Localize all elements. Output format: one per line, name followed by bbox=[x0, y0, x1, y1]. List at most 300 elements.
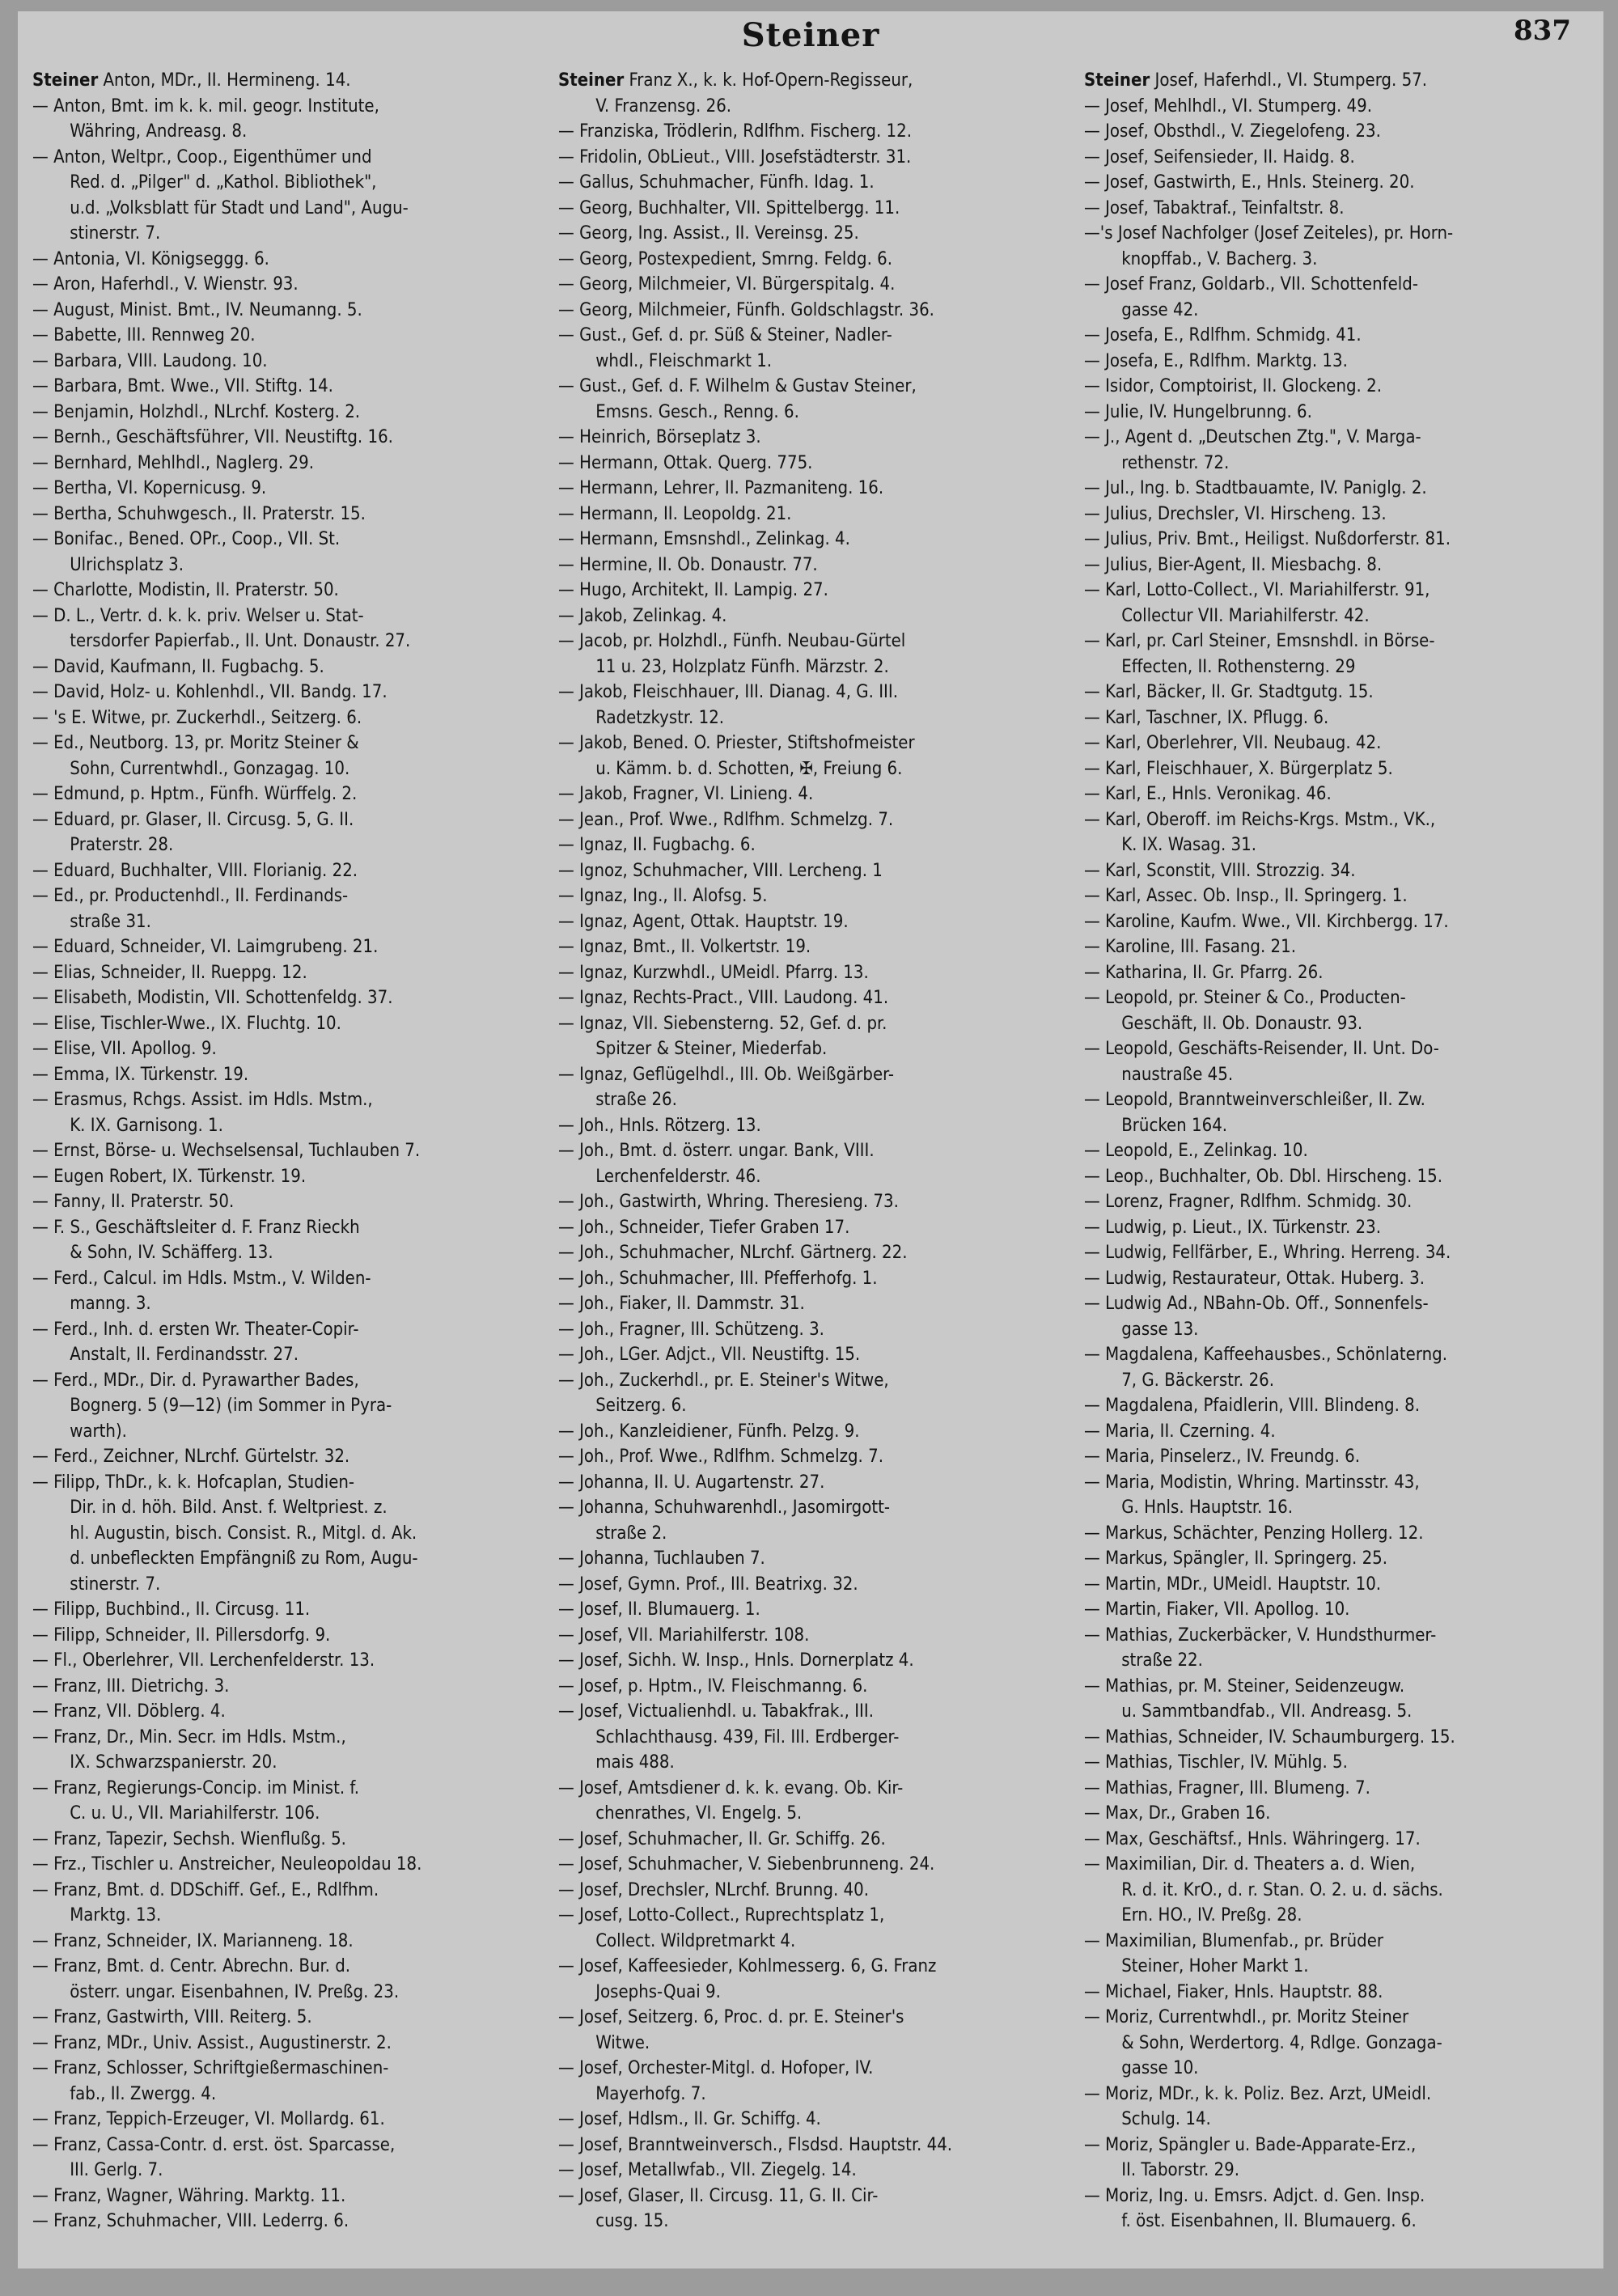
entry-line: — Georg, Postexpedient, Smrng. Feldg. 6. bbox=[558, 248, 893, 269]
entry-line: Ern. HO., IV. Preßg. 28. bbox=[1121, 1905, 1302, 1925]
entry-line: — Johanna, II. U. Augartenstr. 27. bbox=[558, 1472, 825, 1493]
directory-entry bbox=[32, 400, 536, 426]
directory-entry bbox=[558, 1266, 1062, 1292]
directory-entry bbox=[558, 629, 1062, 680]
directory-entry bbox=[558, 68, 1062, 119]
directory-entry bbox=[32, 272, 536, 298]
directory-entry bbox=[1084, 782, 1588, 807]
entry-line: — Maria, Modistin, Whring. Martinsstr. 43, bbox=[1084, 1472, 1420, 1493]
entry-line: —'s Josef Nachfolger (Josef Zeiteles), pr. Horn- bbox=[1084, 223, 1454, 244]
directory-entry bbox=[32, 1954, 536, 2005]
entry-line: — Frz., Tischler u. Anstreicher, Neuleopoldau 18. bbox=[32, 1854, 422, 1875]
directory-entry bbox=[1084, 960, 1588, 986]
entry-line: u. Sammtbandfab., VII. Andreasg. 5. bbox=[1121, 1701, 1413, 1722]
directory-entry bbox=[32, 578, 536, 604]
entry-line: — Elias, Schneider, II. Rueppg. 12. bbox=[32, 962, 307, 983]
directory-entry bbox=[32, 451, 536, 477]
entry-line: — Ed., pr. Productenhdl., II. Ferdinands- bbox=[32, 886, 349, 906]
entry-line: — Elise, Tischler-Wwe., IX. Fluchtg. 10. bbox=[32, 1013, 341, 1034]
directory-entry bbox=[1084, 2005, 1588, 2082]
entry-line: — Heinrich, Börseplatz 3. bbox=[558, 427, 761, 447]
directory-entry bbox=[32, 1725, 536, 1776]
directory-entry bbox=[558, 1444, 1062, 1470]
entry-line: warth). bbox=[70, 1421, 127, 1442]
entry-line: — Barbara, Bmt. Wwe., VII. Stiftg. 14. bbox=[32, 376, 333, 396]
directory-entry bbox=[558, 1827, 1062, 1853]
directory-entry bbox=[32, 807, 536, 858]
entry-line: Mayerhofg. 7. bbox=[595, 2083, 706, 2104]
entry-line: 7, G. Bäckerstr. 26. bbox=[1121, 1370, 1275, 1391]
entry-line: — Moriz, Ing. u. Emsrs. Adjct. d. Gen. Insp. bbox=[1084, 2185, 1425, 2206]
entry-line: — Josef, Schuhmacher, V. Siebenbrunneng. 24. bbox=[558, 1854, 935, 1875]
entry-line: — Gust., Gef. d. pr. Süß & Steiner, Nadler- bbox=[558, 325, 892, 345]
entry-line: — Jakob, Fragner, VI. Linieng. 4. bbox=[558, 784, 814, 804]
directory-entry bbox=[558, 2184, 1062, 2235]
directory-entry bbox=[558, 1062, 1062, 1113]
entry-line: — Georg, Milchmeier, Fünfh. Goldschlagstr. 36. bbox=[558, 299, 934, 320]
entry-line: — Hermann, II. Leopoldg. 21. bbox=[558, 503, 792, 524]
directory-entry bbox=[1084, 1521, 1588, 1547]
directory-entry bbox=[1084, 2082, 1588, 2133]
directory-entry bbox=[32, 145, 536, 247]
directory-entry bbox=[558, 145, 1062, 171]
directory-columns bbox=[32, 68, 1589, 2252]
entry-line: — Joh., Schneider, Tiefer Graben 17. bbox=[558, 1217, 850, 1238]
entry-line: — F. S., Geschäftsleiter d. F. Franz Rieckh bbox=[32, 1217, 360, 1238]
entry-line: — Gallus, Schuhmacher, Fünfh. Idag. 1. bbox=[558, 172, 875, 193]
directory-entry bbox=[1084, 68, 1588, 94]
entry-line: Seitzerg. 6. bbox=[595, 1396, 687, 1416]
directory-entry bbox=[1084, 756, 1588, 782]
entry-line: Steiner, Hoher Markt 1. bbox=[1121, 1956, 1309, 1976]
directory-entry bbox=[558, 2056, 1062, 2107]
entry-surname: Steiner bbox=[558, 70, 625, 91]
entry-line: — Josef, Orchester-Mitgl. d. Hofoper, IV. bbox=[558, 2058, 874, 2078]
directory-entry bbox=[558, 1903, 1062, 1954]
directory-entry bbox=[1084, 374, 1588, 400]
entry-line: — Maria, II. Czerning. 4. bbox=[1084, 1421, 1276, 1442]
directory-entry bbox=[32, 2184, 536, 2209]
entry-line: — Joh., Gastwirth, Whring. Theresieng. 73. bbox=[558, 1192, 899, 1212]
entry-line: — Joh., Schuhmacher, III. Pfefferhofg. 1. bbox=[558, 1268, 878, 1289]
directory-entry bbox=[1084, 858, 1588, 884]
directory-entry bbox=[1084, 1393, 1588, 1419]
entry-line: Collect. Wildpretmarkt 4. bbox=[595, 1930, 796, 1951]
directory-entry bbox=[1084, 476, 1588, 502]
entry-line: — Joh., Prof. Wwe., Rdlfhm. Schmelzg. 7. bbox=[558, 1447, 883, 1467]
entry-line: — August, Minist. Bmt., IV. Neumanng. 5. bbox=[32, 299, 362, 320]
entry-line: — Josef, Metallwfab., VII. Ziegelg. 14. bbox=[558, 2160, 857, 2180]
entry-line: — Martin, Fiaker, VII. Apollog. 10. bbox=[1084, 1599, 1350, 1620]
directory-entry bbox=[32, 527, 536, 578]
directory-entry bbox=[558, 2107, 1062, 2133]
entry-line: — Joh., Bmt. d. österr. ungar. Bank, VIII. bbox=[558, 1141, 875, 1161]
entry-line: — Magdalena, Kaffeehausbes., Schönlaterng. bbox=[1084, 1345, 1448, 1365]
entry-line: — Franz, VII. Döblerg. 4. bbox=[32, 1701, 226, 1722]
entry-line: österr. ungar. Eisenbahnen, IV. Preßg. 23. bbox=[70, 1981, 400, 2002]
directory-entry bbox=[32, 2031, 536, 2057]
entry-surname: Steiner bbox=[1084, 70, 1150, 91]
directory-entry bbox=[558, 1342, 1062, 1368]
entry-line: — Hermann, Ottak. Querg. 775. bbox=[558, 452, 813, 473]
entry-line: — Michael, Fiaker, Hnls. Hauptstr. 88. bbox=[1084, 1981, 1383, 2002]
directory-entry bbox=[32, 476, 536, 502]
directory-entry bbox=[558, 985, 1062, 1011]
entry-line: Praterstr. 28. bbox=[70, 835, 174, 855]
entry-line: — Karl, Lotto-Collect., VI. Mariahilferstr. 91, bbox=[1084, 580, 1430, 600]
directory-entry bbox=[558, 476, 1062, 502]
directory-entry bbox=[558, 1368, 1062, 1419]
page-header bbox=[18, 11, 1603, 52]
directory-entry bbox=[558, 1189, 1062, 1215]
entry-line: — Bernhard, Mehlhdl., Naglerg. 29. bbox=[32, 452, 314, 473]
directory-entry bbox=[1084, 1240, 1588, 1266]
entry-line: — Ignoz, Schuhmacher, VIII. Lercheng. 1 bbox=[558, 860, 883, 881]
directory-entry bbox=[558, 119, 1062, 145]
entry-line: Dir. in d. höh. Bild. Anst. f. Weltpriest. z. bbox=[70, 1497, 388, 1518]
entry-line: — Karoline, Kaufm. Wwe., VII. Kirchbergg. 17. bbox=[1084, 911, 1449, 932]
entry-line: chenrathes, VI. Engelg. 5. bbox=[595, 1803, 803, 1824]
entry-line: — Moriz, MDr., k. k. Poliz. Bez. Arzt, UMeidl. bbox=[1084, 2083, 1432, 2104]
entry-line: Lerchenfelderstr. 46. bbox=[595, 1166, 761, 1187]
directory-entry bbox=[1084, 1827, 1588, 1853]
entry-line: 11 u. 23, Holzplatz Fünfh. Märzstr. 2. bbox=[595, 656, 889, 677]
entry-line: — Franz, Cassa-Contr. d. erst. öst. Sparcasse, bbox=[32, 2134, 396, 2155]
directory-entry bbox=[32, 1215, 536, 1266]
entry-line: — Babette, III. Rennweg 20. bbox=[32, 325, 256, 345]
directory-entry bbox=[1084, 425, 1588, 476]
entry-line: — Karl, Taschner, IX. Pflugg. 6. bbox=[1084, 707, 1329, 728]
directory-entry bbox=[1084, 145, 1588, 171]
directory-page bbox=[18, 11, 1603, 2268]
entry-line: — Josef, Gymn. Prof., III. Beatrixg. 32. bbox=[558, 1574, 858, 1595]
directory-entry bbox=[32, 1062, 536, 1088]
directory-entry bbox=[1084, 272, 1588, 323]
directory-entry bbox=[32, 1852, 536, 1878]
directory-entry bbox=[32, 2107, 536, 2133]
entry-line: — Franz, Schneider, IX. Marianneng. 18. bbox=[32, 1930, 354, 1951]
entry-line: — Fridolin, ObLieut., VIII. Josefstädterstr. 31. bbox=[558, 146, 912, 167]
entry-line: K. IX. Garnisong. 1. bbox=[70, 1115, 223, 1136]
entry-line: — Ignaz, Bmt., II. Volkertstr. 19. bbox=[558, 937, 811, 957]
entry-line: & Sohn, IV. Schäfferg. 13. bbox=[70, 1243, 273, 1263]
directory-entry bbox=[32, 2056, 536, 2107]
directory-entry bbox=[32, 1317, 536, 1368]
entry-line: — Josef, II. Blumauerg. 1. bbox=[558, 1599, 760, 1620]
entry-line: — Franz, III. Dietrichg. 3. bbox=[32, 1675, 230, 1697]
directory-entry bbox=[558, 1674, 1062, 1700]
entry-line: Red. d. „Pilger" d. „Kathol. Bibliothek", bbox=[70, 172, 377, 193]
entry-line: — Ed., Neutborg. 13, pr. Moritz Steiner & bbox=[32, 733, 359, 753]
entry-line: Anton, MDr., II. Hermineng. 14. bbox=[103, 70, 351, 91]
directory-entry bbox=[1084, 731, 1588, 756]
directory-entry bbox=[1084, 1215, 1588, 1241]
directory-entry bbox=[558, 1419, 1062, 1445]
directory-entry bbox=[1084, 1572, 1588, 1598]
entry-line: — Josef, p. Hptm., IV. Fleischmanng. 6. bbox=[558, 1675, 868, 1697]
entry-line: — Franziska, Trödlerin, Rdlfhm. Fischerg. 12. bbox=[558, 121, 912, 142]
entry-line: — Eugen Robert, IX. Türkenstr. 19. bbox=[32, 1166, 307, 1187]
entry-line: Anstalt, II. Ferdinandsstr. 27. bbox=[70, 1345, 299, 1365]
entry-line: Josephs-Quai 9. bbox=[595, 1981, 721, 2002]
directory-entry bbox=[1084, 1776, 1588, 1802]
entry-line: — Franz, Regierungs-Concip. im Minist. f. bbox=[32, 1777, 360, 1798]
entry-line: — Josef, Sichh. W. Insp., Hnls. Dornerplatz 4. bbox=[558, 1650, 914, 1671]
entry-line: fab., II. Zwergg. 4. bbox=[70, 2083, 217, 2104]
entry-line: — Johanna, Tuchlauben 7. bbox=[558, 1548, 765, 1569]
entry-line: — Ludwig, Restaurateur, Ottak. Huberg. 3. bbox=[1084, 1268, 1425, 1289]
directory-entry bbox=[1084, 1546, 1588, 1572]
directory-entry bbox=[558, 247, 1062, 273]
entry-line: — Josef, Tabaktraf., Teinfaltstr. 8. bbox=[1084, 197, 1345, 218]
directory-entry bbox=[1084, 578, 1588, 629]
entry-line: — Max, Dr., Graben 16. bbox=[1084, 1803, 1271, 1824]
entry-line: — Lorenz, Fragner, Rdlfhm. Schmidg. 30. bbox=[1084, 1192, 1413, 1212]
directory-entry bbox=[1084, 2184, 1588, 2235]
directory-entry bbox=[32, 374, 536, 400]
entry-line: — Jean., Prof. Wwe., Rdlfhm. Schmelzg. 7. bbox=[558, 809, 894, 830]
directory-entry bbox=[32, 1699, 536, 1725]
entry-line: — Mathias, pr. M. Steiner, Seidenzeugw. bbox=[1084, 1675, 1405, 1697]
entry-line: whdl., Fleischmarkt 1. bbox=[595, 350, 773, 371]
entry-line: — Benjamin, Holzhdl., NLrchf. Kosterg. 2. bbox=[32, 401, 361, 422]
entry-line: — D. L., Vertr. d. k. k. priv. Welser u. Stat- bbox=[32, 605, 364, 626]
entry-line: — Jacob, pr. Holzhdl., Fünfh. Neubau-Gürtel bbox=[558, 631, 906, 651]
directory-entry bbox=[1084, 1623, 1588, 1674]
directory-entry bbox=[558, 1699, 1062, 1776]
directory-entry bbox=[1084, 680, 1588, 705]
directory-entry bbox=[1084, 119, 1588, 145]
entry-line: — Max, Geschäftsf., Hnls. Währingerg. 17. bbox=[1084, 1828, 1421, 1849]
directory-entry bbox=[1084, 1725, 1588, 1751]
directory-entry bbox=[558, 298, 1062, 324]
entry-line: Josef, Haferhdl., VI. Stumperg. 57. bbox=[1154, 70, 1428, 91]
entry-line: — 's E. Witwe, pr. Zuckerhdl., Seitzerg. 6. bbox=[32, 707, 362, 728]
entry-line: straße 31. bbox=[70, 911, 151, 932]
directory-entry bbox=[32, 985, 536, 1011]
entry-line: — Josef, Amtsdiener d. k. k. evang. Ob. Kir- bbox=[558, 1777, 904, 1798]
entry-line: stinerstr. 7. bbox=[70, 1574, 161, 1595]
entry-line: Spitzer & Steiner, Miederfab. bbox=[595, 1039, 828, 1059]
entry-line: — Georg, Buchhalter, VII. Spittelbergg. 11. bbox=[558, 197, 900, 218]
directory-entry bbox=[32, 858, 536, 884]
entry-line: — Josef, Schuhmacher, II. Gr. Schiffg. 26. bbox=[558, 1828, 886, 1849]
directory-entry bbox=[558, 1878, 1062, 1904]
directory-entry bbox=[558, 502, 1062, 527]
entry-line: u.d. „Volksblatt für Stadt und Land", Augu- bbox=[70, 197, 409, 218]
entry-line: — Jakob, Bened. O. Priester, Stiftshofmeister bbox=[558, 733, 915, 753]
directory-entry bbox=[1084, 502, 1588, 527]
entry-line: R. d. it. KrO., d. r. Stan. O. 2. u. d. sächs. bbox=[1121, 1879, 1443, 1900]
entry-line: — Markus, Schächter, Penzing Hollerg. 12. bbox=[1084, 1523, 1424, 1544]
entry-line: — Joh., LGer. Adjct., VII. Neustiftg. 15. bbox=[558, 1345, 861, 1365]
entry-line: — Eduard, Schneider, VI. Laimgrubeng. 21. bbox=[32, 937, 379, 957]
entry-line: mais 488. bbox=[595, 1752, 675, 1773]
directory-entry bbox=[558, 782, 1062, 807]
entry-line: — Josefa, E., Rdlfhm. Marktg. 13. bbox=[1084, 350, 1348, 371]
directory-entry bbox=[1084, 1674, 1588, 1725]
directory-entry bbox=[32, 1648, 536, 1674]
entry-line: — David, Kaufmann, II. Fugbachg. 5. bbox=[32, 656, 324, 677]
directory-entry bbox=[32, 680, 536, 705]
entry-line: Emsns. Gesch., Renng. 6. bbox=[595, 401, 799, 422]
entry-line: — Martin, MDr., UMeidl. Hauptstr. 10. bbox=[1084, 1574, 1382, 1595]
directory-entry bbox=[32, 1036, 536, 1062]
entry-line: manng. 3. bbox=[70, 1294, 151, 1314]
directory-entry bbox=[558, 2133, 1062, 2158]
directory-entry bbox=[1084, 221, 1588, 272]
directory-entry bbox=[32, 1776, 536, 1827]
entry-line: Währing, Andreasg. 8. bbox=[70, 121, 248, 142]
directory-entry bbox=[1084, 349, 1588, 375]
entry-line: — Josef, Mehlhdl., VI. Stumperg. 49. bbox=[1084, 95, 1373, 116]
entry-line: — Aron, Haferhdl., V. Wienstr. 93. bbox=[32, 274, 299, 294]
directory-entry bbox=[1084, 1444, 1588, 1470]
entry-line: — Bonifac., Bened. OPr., Coop., VII. St. bbox=[32, 529, 341, 549]
directory-entry bbox=[1084, 323, 1588, 349]
entry-line: — Mathias, Schneider, IV. Schaumburgerg. 15. bbox=[1084, 1726, 1455, 1747]
entry-line: — Franz, Schlosser, Schriftgießermaschinen- bbox=[32, 2058, 389, 2078]
entry-line: — Barbara, VIII. Laudong. 10. bbox=[32, 350, 268, 371]
entry-line: — Karl, pr. Carl Steiner, Emsnshdl. in Börse- bbox=[1084, 631, 1435, 651]
directory-entry bbox=[558, 1495, 1062, 1546]
directory-entry bbox=[558, 272, 1062, 298]
directory-entry bbox=[1084, 985, 1588, 1036]
directory-entry bbox=[558, 425, 1062, 451]
directory-entry bbox=[558, 832, 1062, 858]
entry-line: — Mathias, Tischler, IV. Mühlg. 5. bbox=[1084, 1752, 1348, 1773]
directory-entry bbox=[32, 1470, 536, 1598]
entry-line: — Emma, IX. Türkenstr. 19. bbox=[32, 1064, 249, 1085]
directory-entry bbox=[1084, 94, 1588, 120]
directory-entry bbox=[558, 196, 1062, 222]
entry-line: C. u. U., VII. Mariahilferstr. 106. bbox=[70, 1803, 320, 1824]
directory-entry bbox=[32, 247, 536, 273]
directory-entry bbox=[1084, 1342, 1588, 1393]
entry-line: — Fanny, II. Praterstr. 50. bbox=[32, 1192, 235, 1212]
entry-line: — Josefa, E., Rdlfhm. Schmidg. 41. bbox=[1084, 325, 1362, 345]
directory-entry bbox=[1084, 1266, 1588, 1292]
column-3 bbox=[1084, 68, 1588, 2252]
entry-line: — J., Agent d. „Deutschen Ztg.", V. Marga- bbox=[1084, 427, 1421, 447]
directory-entry bbox=[32, 1138, 536, 1164]
entry-line: — Josef Franz, Goldarb., VII. Schottenfeld- bbox=[1084, 274, 1418, 294]
directory-entry bbox=[32, 2133, 536, 2184]
entry-line: stinerstr. 7. bbox=[70, 223, 161, 244]
entry-line: — Karl, Assec. Ob. Insp., II. Springerg. 1. bbox=[1084, 886, 1408, 906]
directory-entry bbox=[32, 1368, 536, 1445]
entry-line: — Moriz, Spängler u. Bade-Apparate-Erz., bbox=[1084, 2134, 1417, 2155]
entry-line: — Julius, Bier-Agent, II. Miesbachg. 8. bbox=[1084, 554, 1383, 575]
directory-entry bbox=[32, 1189, 536, 1215]
column-2 bbox=[558, 68, 1062, 2252]
directory-entry bbox=[1084, 705, 1588, 731]
entry-line: — Julius, Priv. Bmt., Heiligst. Nußdorferstr. 81. bbox=[1084, 529, 1451, 549]
entry-line: — Karl, Fleischhauer, X. Bürgerplatz 5. bbox=[1084, 758, 1393, 779]
entry-line: — Mathias, Zuckerbäcker, V. Hundsthurmer- bbox=[1084, 1625, 1437, 1646]
entry-line: cusg. 15. bbox=[595, 2211, 669, 2231]
entry-line: — Maximilian, Blumenfab., pr. Brüder bbox=[1084, 1930, 1384, 1951]
entry-line: Schulg. 14. bbox=[1121, 2109, 1211, 2129]
entry-line: — Magdalena, Pfaidlerin, VIII. Blindeng. 8. bbox=[1084, 1396, 1421, 1416]
entry-line: — Ferd., Inh. d. ersten Wr. Theater-Copir- bbox=[32, 1319, 359, 1340]
directory-entry bbox=[558, 934, 1062, 960]
directory-entry bbox=[558, 1113, 1062, 1139]
entry-line: — Franz, Tapezir, Sechsh. Wienflußg. 5. bbox=[32, 1828, 346, 1849]
directory-entry bbox=[558, 1546, 1062, 1572]
entry-line: — Leopold, Geschäfts-Reisender, II. Unt. Do- bbox=[1084, 1039, 1439, 1059]
directory-entry bbox=[1084, 629, 1588, 680]
entry-line: Effecten, II. Rothensterng. 29 bbox=[1121, 656, 1356, 677]
directory-entry bbox=[32, 654, 536, 680]
directory-entry bbox=[32, 502, 536, 527]
directory-entry bbox=[1084, 1189, 1588, 1215]
entry-line: — Anton, Bmt. im k. k. mil. geogr. Institute, bbox=[32, 95, 379, 116]
entry-line: Bognerg. 5 (9—12) (im Sommer in Pyra- bbox=[70, 1396, 392, 1416]
entry-line: — Jakob, Fleischhauer, III. Dianag. 4, G. III. bbox=[558, 682, 898, 702]
directory-entry bbox=[558, 909, 1062, 935]
entry-line: — Franz, Gastwirth, VIII. Reiterg. 5. bbox=[32, 2007, 312, 2027]
directory-entry bbox=[558, 1291, 1062, 1317]
directory-entry bbox=[558, 1776, 1062, 1827]
directory-entry bbox=[1084, 170, 1588, 196]
directory-entry bbox=[558, 451, 1062, 477]
directory-entry bbox=[32, 68, 536, 94]
entry-line: — Josef, Glaser, II. Circusg. 11, G. II. Cir- bbox=[558, 2185, 879, 2206]
entry-line: — Jakob, Zelinkag. 4. bbox=[558, 605, 727, 626]
entry-line: Schlachthausg. 439, Fil. III. Erdberger- bbox=[595, 1726, 900, 1747]
directory-entry bbox=[32, 1087, 536, 1138]
entry-line: — Elise, VII. Apollog. 9. bbox=[32, 1039, 217, 1059]
entry-line: — Karl, Bäcker, II. Gr. Stadtgutg. 15. bbox=[1084, 682, 1374, 702]
directory-entry bbox=[1084, 1980, 1588, 2006]
directory-entry bbox=[558, 578, 1062, 604]
entry-line: gasse 13. bbox=[1121, 1319, 1199, 1340]
entry-line: — Ferd., Calcul. im Hdls. Mstm., V. Wilden- bbox=[32, 1268, 371, 1289]
entry-line: — Maria, Pinselerz., IV. Freundg. 6. bbox=[1084, 1447, 1361, 1467]
directory-entry bbox=[558, 960, 1062, 986]
entry-line: Geschäft, II. Ob. Donaustr. 93. bbox=[1121, 1013, 1363, 1034]
entry-line: — Ignaz, VII. Siebensterng. 52, Gef. d. pr. bbox=[558, 1013, 887, 1034]
entry-line: — Ludwig, Fellfärber, E., Whring. Herreng. 34. bbox=[1084, 1243, 1451, 1263]
entry-line: V. Franzensg. 26. bbox=[595, 95, 732, 116]
entry-line: — Gust., Gef. d. F. Wilhelm & Gustav Steiner, bbox=[558, 376, 917, 396]
entry-line: — Karl, E., Hnls. Veronikag. 46. bbox=[1084, 784, 1332, 804]
entry-line: Collectur VII. Mariahilferstr. 42. bbox=[1121, 605, 1370, 626]
directory-entry bbox=[558, 1240, 1062, 1266]
entry-line: — Filipp, Buchbind., II. Circusg. 11. bbox=[32, 1599, 311, 1620]
directory-entry bbox=[1084, 1470, 1588, 1521]
directory-entry bbox=[558, 807, 1062, 833]
directory-entry bbox=[32, 960, 536, 986]
entry-line: IX. Schwarzspanierstr. 20. bbox=[70, 1752, 277, 1773]
entry-line: — Filipp, ThDr., k. k. Hofcaplan, Studien- bbox=[32, 1472, 355, 1493]
entry-line: straße 2. bbox=[595, 1523, 667, 1544]
entry-line: naustraße 45. bbox=[1121, 1064, 1234, 1085]
directory-entry bbox=[1084, 1929, 1588, 1980]
entry-line: — Joh., Kanzleidiener, Fünfh. Pelzg. 9. bbox=[558, 1421, 860, 1442]
directory-entry bbox=[32, 604, 536, 654]
directory-entry bbox=[558, 1470, 1062, 1496]
directory-entry bbox=[1084, 1801, 1588, 1827]
directory-entry bbox=[558, 553, 1062, 578]
directory-entry bbox=[1084, 1138, 1588, 1164]
entry-line: Sohn, Currentwhdl., Gonzagag. 10. bbox=[70, 758, 350, 779]
entry-line: — Franz, Dr., Min. Secr. im Hdls. Mstm., bbox=[32, 1726, 346, 1747]
directory-entry bbox=[558, 527, 1062, 553]
directory-entry bbox=[32, 2005, 536, 2031]
entry-surname: Steiner bbox=[32, 70, 99, 91]
